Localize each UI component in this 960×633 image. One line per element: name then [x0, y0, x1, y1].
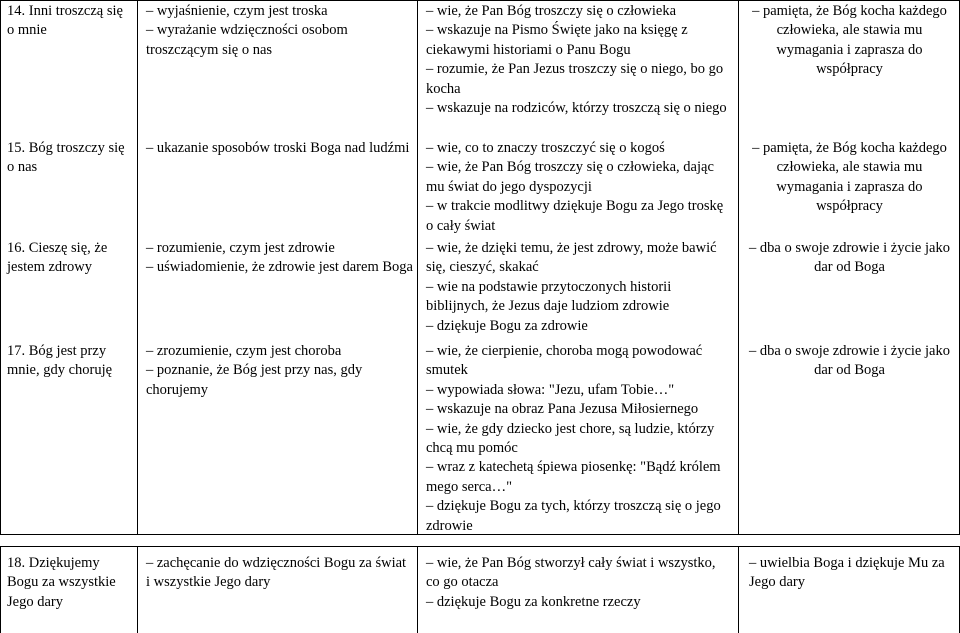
- attitudes-cell: [739, 139, 960, 217]
- outcome-item: – dziękuje Bogu za zdrowie: [426, 317, 588, 334]
- topic-cell: [1, 342, 137, 381]
- goals-cell: [138, 139, 417, 158]
- outcomes-cell: [418, 2, 738, 118]
- column-topics: [1, 547, 138, 633]
- goal-item: – zrozumienie, czym jest choroba: [146, 343, 342, 359]
- topic-cell: [1, 554, 137, 612]
- outcomes-cell: [418, 139, 738, 236]
- outcome-item: – rozumie, że Pan Jezus troszczy się o niego, bo go kocha: [426, 61, 724, 97]
- topic-text: 14. Inni troszczą się o mnie: [7, 3, 123, 39]
- outcome-item: – wskazuje na Pismo Święte jako na księgę z ciekawymi historiami o Panu Bogu: [426, 22, 688, 58]
- outcome-item: – dziękuje Bogu za konkretne rzeczy: [426, 593, 641, 610]
- table-section-bottom: [0, 546, 960, 633]
- column-outcomes: [418, 547, 739, 633]
- goal-item: – poznanie, że Bóg jest przy nas, gdy chorujemy: [146, 362, 363, 398]
- goals-cell: [138, 342, 417, 400]
- topic-cell: [1, 2, 137, 41]
- outcome-item: – wskazuje na obraz Pana Jezusa Miłosiernego: [426, 401, 699, 418]
- column-goals: [138, 547, 418, 633]
- outcome-item: – dziękuje Bogu za tych, którzy troszczą się o jego zdrowie: [426, 498, 721, 534]
- outcomes-cell: [418, 554, 738, 612]
- topic-cell: [1, 139, 137, 178]
- attitude-item: – pamięta, że Bóg kocha każdego człowieka, ale stawia mu wymagania i zaprasza do współpracy: [752, 140, 947, 215]
- outcome-item: – wraz z katechetą śpiewa piosenkę: "Bądź królem mego serca…": [426, 459, 721, 495]
- outcome-item: – wie, że Pan Bóg stworzył cały świat i wszystko, co go otacza: [426, 555, 716, 591]
- column-topics: [1, 1, 138, 534]
- goal-item: – wyrażanie wdzięczności osobom troszczącym się o nas: [146, 22, 348, 58]
- outcome-item: – wskazuje na rodziców, którzy troszczą się o niego: [426, 100, 727, 117]
- topic-text: 18. Dziękujemy Bogu za wszystkie Jego dary: [7, 555, 116, 610]
- goals-cell: [138, 2, 417, 60]
- outcome-item: – wie, że cierpienie, choroba mogą powodować smutek: [426, 343, 703, 379]
- attitudes-cell: [739, 2, 960, 80]
- attitude-item: – dba o swoje zdrowie i życie jako dar od Boga: [749, 343, 950, 379]
- outcome-item: – w trakcie modlitwy dziękuje Bogu za Jego troskę o cały świat: [426, 198, 724, 234]
- outcome-item: – wie, że Pan Bóg troszczy się o człowieka: [426, 3, 677, 19]
- outcome-item: – wie, że dzięki temu, że jest zdrowy, może bawić się, cieszyć, skakać: [426, 240, 717, 276]
- topic-text: 16. Cieszę się, że jestem zdrowy: [7, 240, 108, 276]
- goal-item: – uświadomienie, że zdrowie jest darem Boga: [146, 259, 413, 276]
- column-outcomes: [418, 1, 739, 534]
- column-attitudes: [739, 547, 960, 633]
- goal-item: – zachęcanie do wdzięczności Bogu za świat i wszystkie Jego dary: [146, 555, 407, 591]
- topic-text: 15. Bóg troszczy się o nas: [7, 140, 125, 176]
- attitudes-cell: [739, 554, 960, 593]
- goal-item: – rozumienie, czym jest zdrowie: [146, 240, 335, 256]
- goals-cell: [138, 554, 417, 593]
- topic-cell: [1, 239, 137, 278]
- outcome-item: – wypowiada słowa: "Jezu, ufam Tobie…": [426, 381, 675, 398]
- goal-item: – wyjaśnienie, czym jest troska: [146, 3, 328, 19]
- goal-item: – ukazanie sposobów troski Boga nad ludźmi: [146, 140, 410, 156]
- attitudes-cell: [739, 342, 960, 381]
- outcome-item: – wie na podstawie przytoczonych historii biblijnych, że Jezus daje ludziom zdrowie: [426, 278, 672, 315]
- outcome-item: – wie, że Pan Bóg troszczy się o człowieka, dając mu świat do jego dyspozycji: [426, 159, 714, 195]
- topic-text: 17. Bóg jest przy mnie, gdy choruję: [7, 343, 113, 379]
- outcome-item: – wie, że gdy dziecko jest chore, są ludzie, którzy chcą mu pomóc: [426, 420, 715, 457]
- attitudes-cell: [739, 239, 960, 278]
- column-attitudes: [739, 1, 960, 534]
- attitude-item: – pamięta, że Bóg kocha każdego człowieka, ale stawia mu wymagania i zaprasza do współpracy: [752, 3, 947, 78]
- outcomes-cell: [418, 239, 738, 336]
- attitude-item: – uwielbia Boga i dziękuje Mu za Jego dary: [749, 555, 945, 591]
- goals-cell: [138, 239, 417, 278]
- attitude-item: – dba o swoje zdrowie i życie jako dar od Boga: [749, 240, 950, 276]
- outcome-item: – wie, co to znaczy troszczyć się o kogoś: [426, 140, 665, 156]
- column-goals: [138, 1, 418, 534]
- outcomes-cell: [418, 342, 738, 536]
